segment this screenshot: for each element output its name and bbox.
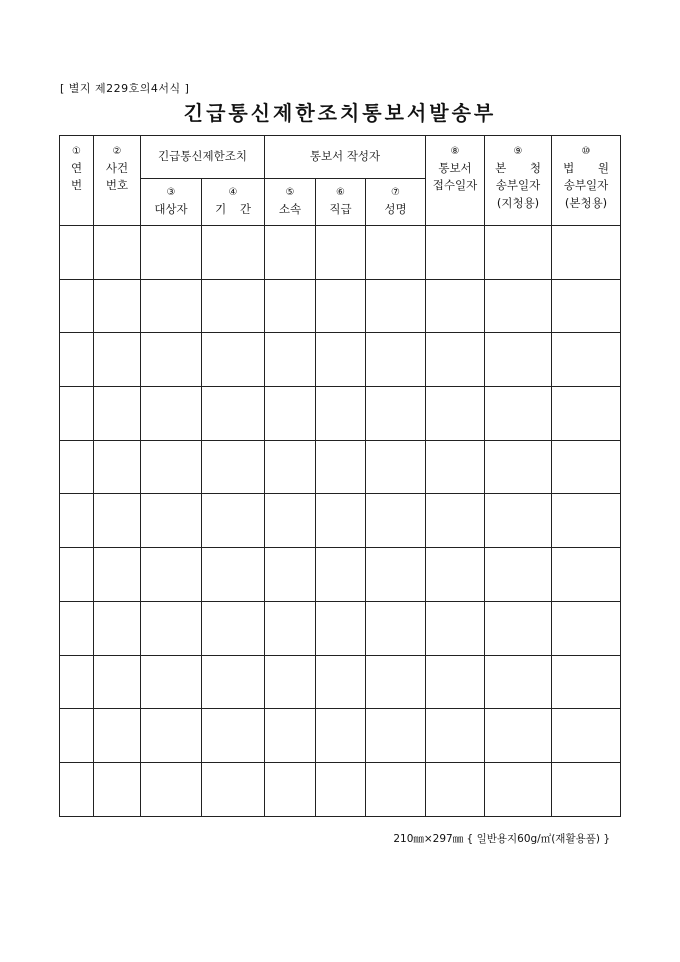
table-row — [60, 333, 621, 387]
header-affiliation: ⑤ 소속 — [265, 179, 316, 226]
paper-spec-footer: 210㎜×297㎜ { 일반용지60g/㎡(재활용품) } — [393, 833, 610, 845]
table-row — [60, 279, 621, 333]
header-rank: ⑥ 직급 — [316, 179, 366, 226]
header-group-notice-writer: 통보서 작성자 — [265, 136, 426, 179]
table-row — [60, 226, 621, 280]
table-row — [60, 601, 621, 655]
table-header — [60, 136, 621, 226]
header-case-number: ② 사건 번호 — [94, 136, 141, 226]
header-court-send-date: ⑩ 법 원 송부일자 (본청용) — [552, 136, 621, 226]
header-serial-number: ① 연 번 — [60, 136, 94, 226]
header-notice-received-date: ⑧ 통보서 접수일자 — [426, 136, 485, 226]
form-reference: [ 별지 제229호의4서식 ] — [60, 82, 190, 95]
header-main-office-send-date: ⑨ 본 청 송부일자 (지청용) — [485, 136, 552, 226]
header-group-emergency-measure: 긴급통신제한조치 — [141, 136, 265, 179]
dispatch-register-table — [59, 135, 621, 817]
table-body — [60, 226, 621, 817]
header-name: ⑦ 성명 — [366, 179, 426, 226]
header-target: ③ 대상자 — [141, 179, 202, 226]
page-title: 긴급통신제한조치통보서발송부 — [183, 101, 497, 125]
table-row — [60, 548, 621, 602]
table-row — [60, 655, 621, 709]
header-period: ④ 기 간 — [202, 179, 265, 226]
table-row — [60, 762, 621, 816]
table-row — [60, 709, 621, 763]
table-row — [60, 440, 621, 494]
table-row — [60, 494, 621, 548]
table-row — [60, 387, 621, 441]
